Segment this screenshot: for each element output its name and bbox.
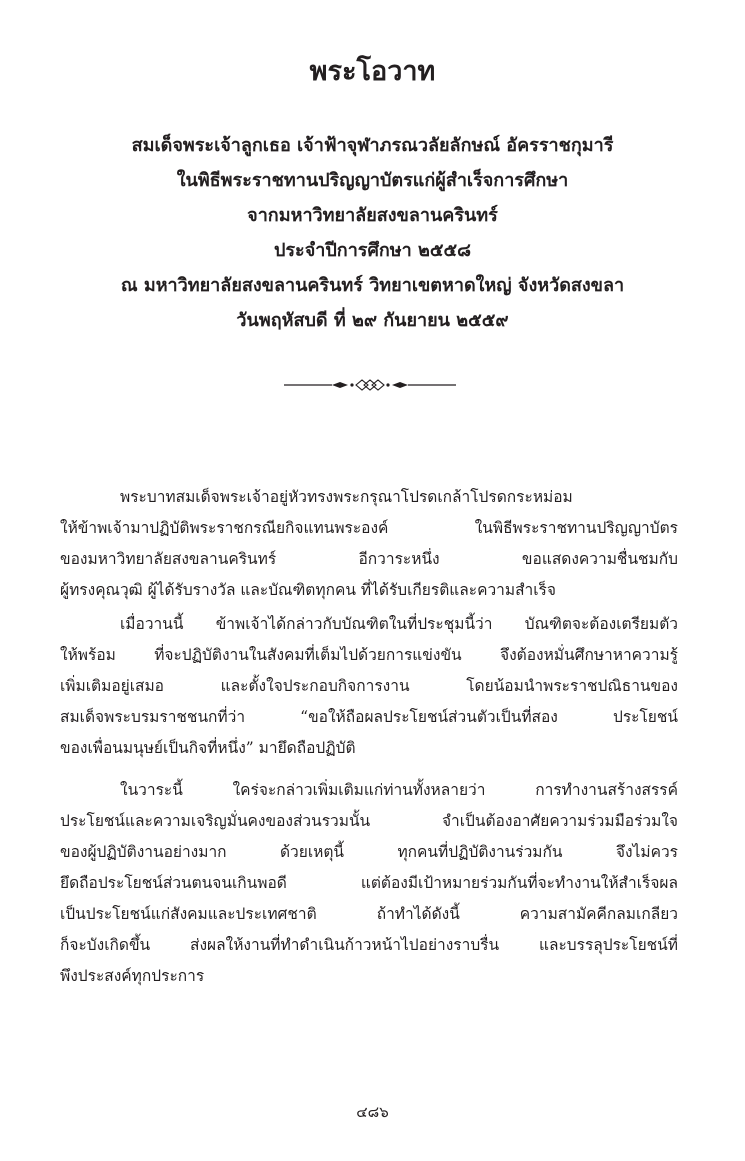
page-number: ๔๘๖ [356, 1103, 389, 1121]
paragraph-line: ให้ข้าพเจ้ามาปฏิบัติพระราชกรณียกิจแทนพระองค์ ในพิธีพระราชทานปริญญาบัตร [60, 519, 678, 537]
paragraph-line: เป็นประโยชน์แก่สังคมและประเทศชาติ ถ้าทำได้ดังนี้ ความสามัคคีกลมเกลียว [60, 905, 678, 923]
page-title: พระโอวาท [309, 56, 436, 87]
paragraph-line: พระบาทสมเด็จพระเจ้าอยู่หัวทรงพระกรุณาโปรดเกล้าโปรดกระหม่อม [120, 488, 573, 506]
header-line-speaker: สมเด็จพระเจ้าลูกเธอ เจ้าฟ้าจุฬาภรณวลัยลักษณ์ อัครราชกุมารี [131, 135, 614, 156]
paragraph-line: เมื่อวานนี้ ข้าพเจ้าได้กล่าวกับบัณฑิตในที่ประชุมนี้ว่า บัณฑิตจะต้องเตรียมตัว [120, 615, 678, 633]
header-line-university: จากมหาวิทยาลัยสงขลานครินทร์ [247, 205, 498, 226]
header-line-academic-year: ประจำปีการศึกษา ๒๕๕๘ [273, 240, 472, 261]
paragraph-line: ประโยชน์และความเจริญมั่นคงของส่วนรวมนั้น จำเป็นต้องอาศัยความร่วมมือร่วมใจ [60, 812, 678, 830]
paragraph-line: พึงประสงค์ทุกประการ [60, 967, 205, 985]
paragraph-line: ของผู้ปฏิบัติงานอย่างมาก ด้วยเหตุนี้ ทุกคนที่ปฏิบัติงานร่วมกัน จึงไม่ควร [60, 843, 678, 861]
header-line-ceremony: ในพิธีพระราชทานปริญญาบัตรแก่ผู้สำเร็จการศึกษา [176, 170, 569, 191]
paragraph-1 [60, 482, 678, 606]
paragraph-line: สมเด็จพระบรมราชชนกที่ว่า “ขอให้ถือผลประโยชน์ส่วนตัวเป็นที่สอง ประโยชน์ [60, 708, 678, 726]
paragraph-line: ให้พร้อม ที่จะปฏิบัติงานในสังคมที่เต็มไปด้วยการแข่งขัน จึงต้องหมั่นศึกษาหาความรู้ [60, 646, 678, 664]
paragraph-line: ของมหาวิทยาลัยสงขลานครินทร์ อีกวาระหนึ่ง ขอแสดงความชื่นชมกับ [60, 550, 678, 568]
paragraph-line: ผู้ทรงคุณวุฒิ ผู้ได้รับรางวัล และบัณฑิตทุกคน ที่ได้รับเกียรติและความสำเร็จ [60, 581, 556, 599]
paragraph-line: ของเพื่อนมนุษย์เป็นกิจที่หนึ่ง” มายึดถือปฏิบัติ [60, 739, 356, 757]
speech-body [60, 482, 678, 992]
paragraph-line: เพิ่มเติมอยู่เสมอ และตั้งใจประกอบกิจการงาน โดยน้อมนำพระราชปณิธานของ [60, 677, 678, 695]
paragraph-3 [60, 775, 678, 992]
header-line-date: วันพฤหัสบดี ที่ ๒๙ กันยายน ๒๕๕๙ [236, 310, 509, 331]
decorative-divider-icon [282, 375, 458, 395]
ceremony-header [0, 128, 745, 338]
header-line-venue: ณ มหาวิทยาลัยสงขลานครินทร์ วิทยาเขตหาดใหญ่ จังหวัดสงขลา [120, 275, 625, 296]
paragraph-line: ยึดถือประโยชน์ส่วนตนจนเกินพอดี แต่ต้องมีเป้าหมายร่วมกันที่จะทำงานให้สำเร็จผล [60, 874, 678, 892]
paragraph-2 [60, 609, 678, 764]
paragraph-line: ในวาระนี้ ใคร่จะกล่าวเพิ่มเติมแก่ท่านทั้งหลายว่า การทำงานสร้างสรรค์ [120, 781, 678, 799]
paragraph-line: ก็จะบังเกิดขึ้น ส่งผลให้งานที่ทำดำเนินก้าวหน้าไปอย่างราบรื่น และบรรลุประโยชน์ที่ [60, 936, 678, 954]
